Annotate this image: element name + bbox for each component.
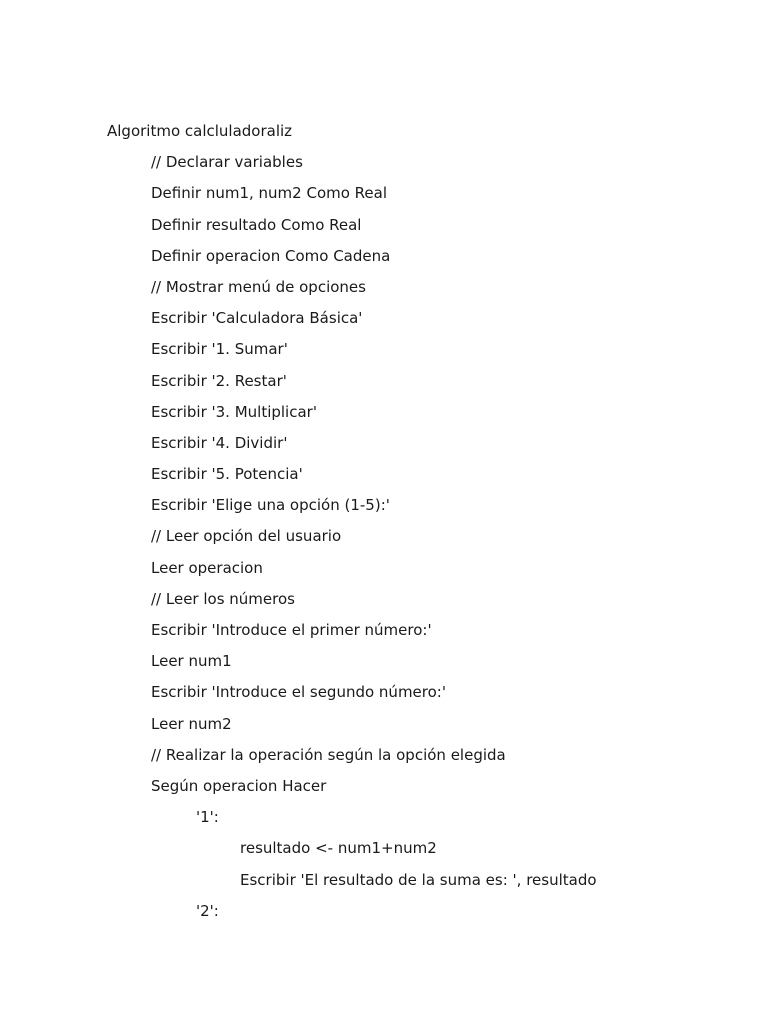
code-line-statement: Escribir 'Elige una opción (1-5):' bbox=[151, 496, 390, 515]
code-line-statement: resultado <- num1+num2 bbox=[240, 839, 437, 858]
code-line-statement: Escribir 'Introduce el primer número:' bbox=[151, 621, 432, 639]
code-line-switch: Según operacion Hacer bbox=[151, 776, 327, 795]
code-line-comment: // Declarar variables bbox=[151, 153, 303, 172]
code-line-statement: Escribir 'Calculadora Básica' bbox=[151, 309, 363, 328]
code-line-statement: Escribir '4. Dividir' bbox=[151, 433, 288, 452]
code-line-statement: Leer num2 bbox=[151, 714, 232, 733]
code-line-statement: Escribir '3. Multiplicar' bbox=[151, 402, 317, 421]
code-line-definition: Definir resultado Como Real bbox=[151, 215, 362, 234]
code-line-statement: Leer num1 bbox=[151, 652, 232, 671]
code-line-statement: Escribir 'Introduce el segundo número:' bbox=[151, 683, 446, 702]
code-line-case-label: '1': bbox=[196, 808, 219, 827]
code-line-statement: Leer operacion bbox=[151, 558, 263, 577]
code-line-statement: Escribir '1. Sumar' bbox=[151, 340, 288, 359]
code-line-comment: // Realizar la operación según la opción elegida bbox=[151, 745, 506, 764]
code-line-comment: // Leer opción del usuario bbox=[151, 527, 342, 546]
code-line-definition: Definir operacion Como Cadena bbox=[151, 246, 391, 265]
code-line-comment: // Mostrar menú de opciones bbox=[151, 277, 366, 296]
code-line-case-label: '2': bbox=[196, 901, 219, 920]
code-line-statement: Escribir '5. Potencia' bbox=[151, 465, 303, 484]
code-line-statement: Escribir '2. Restar' bbox=[151, 371, 287, 390]
code-line-definition: Definir num1, num2 Como Real bbox=[151, 184, 388, 203]
pseudocode-listing bbox=[107, 119, 597, 930]
code-line-statement: Escribir 'El resultado de la suma es: ', resultado bbox=[240, 870, 597, 889]
code-line-algorithm-header: Algoritmo calcluladoraliz bbox=[107, 122, 293, 140]
code-line-comment: // Leer los números bbox=[151, 589, 295, 608]
